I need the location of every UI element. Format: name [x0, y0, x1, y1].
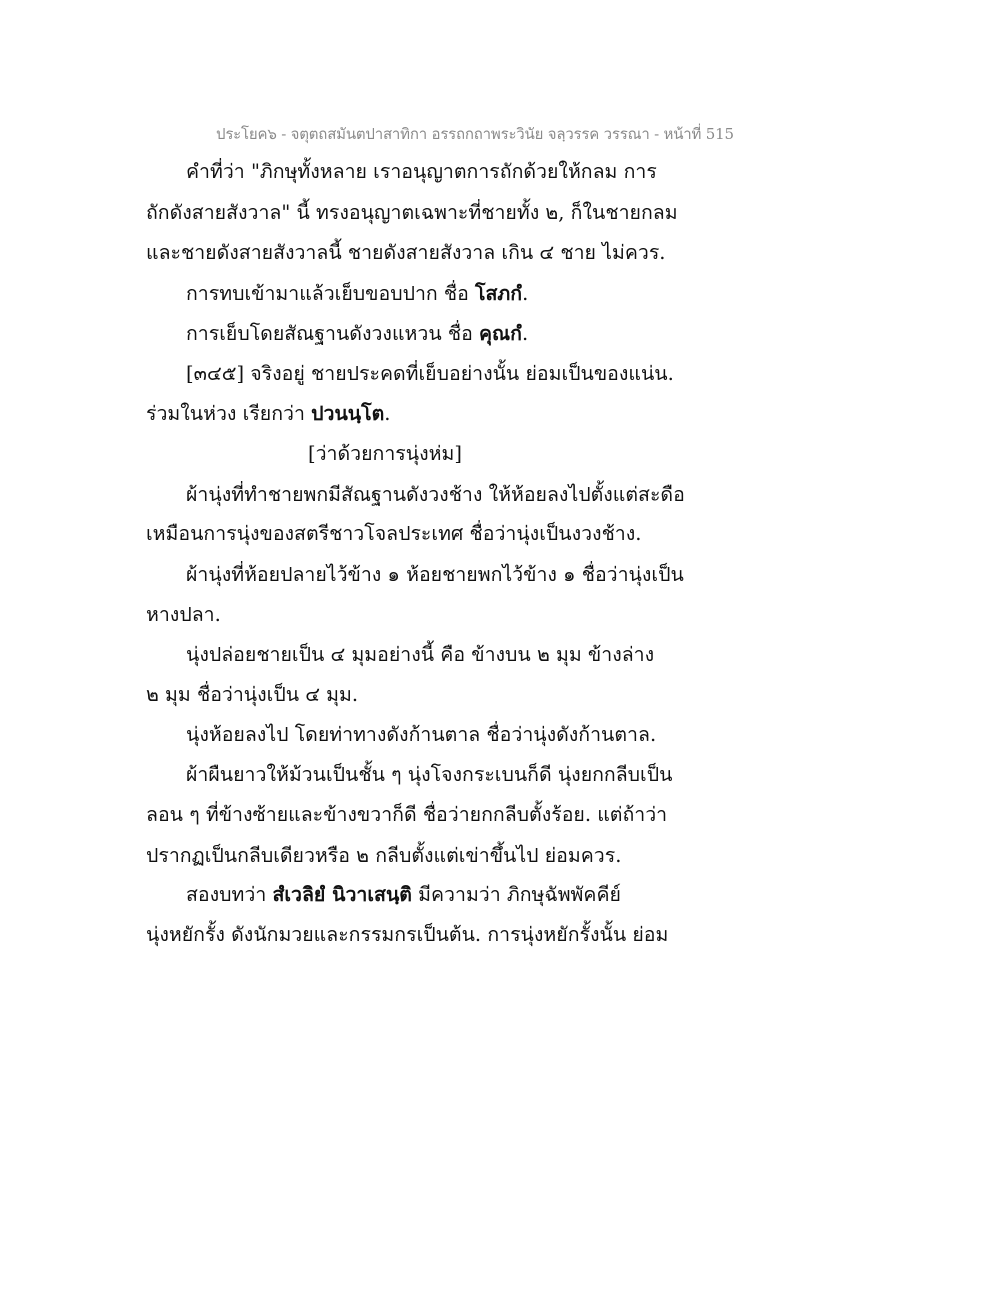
term-samveliyam-nivasenti: สํเวลิยํ นิวาเสนฺติ — [272, 883, 412, 906]
body-line-4-text: การทบเข้ามาแล้วเย็บขอบปาก ชื่อ — [186, 282, 476, 305]
body-line-4 — [186, 284, 528, 304]
body-line-19: นุ่งหยักรั้ง ดังนักมวยและกรรมกรเป็นต้น. การนุ่งหยักรั้งนั้น ย่อม — [146, 923, 669, 946]
body-line-10: ผ้านุ่งที่ห้อยปลายไว้ข้าง ๑ ห้อยชายพกไว้ข้าง ๑ ชื่อว่านุ่งเป็น — [186, 563, 684, 586]
body-line-7-end: . — [384, 402, 391, 425]
body-line-2: ถักดังสายสังวาล" นี้ ทรงอนุญาตเฉพาะที่ชายทั้ง ๒, ก็ในชายกลม — [146, 201, 678, 224]
body-line-11: หางปลา. — [146, 603, 221, 626]
body-line-5 — [186, 324, 528, 344]
body-line-5-text: การเย็บโดยสัณฐานดังวงแหวน ชื่อ — [186, 322, 479, 345]
body-line-1: คำที่ว่า "ภิกษุทั้งหลาย เราอนุญาตการถักด้วยให้กลม การ — [186, 160, 657, 183]
body-line-4-end: . — [522, 282, 529, 305]
body-line-13: ๒ มุม ชื่อว่านุ่งเป็น ๔ มุม. — [146, 683, 359, 706]
body-line-6: [๓๔๕] จริงอยู่ ชายประคดที่เย็บอย่างนั้น ย่อมเป็นของแน่น. — [186, 362, 674, 385]
term-pavananto: ปวนนฺโต — [311, 402, 385, 425]
body-line-7 — [146, 404, 390, 424]
body-line-18-text: สองบทว่า — [186, 883, 273, 906]
term-gunaka: คุณกํ — [479, 322, 522, 345]
term-sobhaka: โสภกํ — [475, 282, 523, 305]
body-line-12: นุ่งปล่อยชายเป็น ๔ มุมอย่างนี้ คือ ข้างบน ๒ มุม ข้างล่าง — [186, 643, 655, 666]
body-line-3: และชายดังสายสังวาลนี้ ชายดังสายสังวาล เกิน ๔ ชาย ไม่ควร. — [146, 241, 666, 264]
body-line-15: ผ้าผืนยาวให้ม้วนเป็นชั้น ๆ นุ่งโจงกระเบนก็ดี นุ่งยกกลีบเป็น — [186, 763, 673, 786]
body-line-16: ลอน ๆ ที่ข้างซ้ายและข้างขวาก็ดี ชื่อว่ายกกลีบตั้งร้อย. แต่ถ้าว่า — [146, 803, 668, 826]
running-header: ประโยค๖ - จตุตถสมันตปาสาทิกา อรรถกถาพระวินัย จลฺวรรค วรรณา - หน้าที่ 515 — [216, 125, 734, 143]
body-line-5-end: . — [521, 322, 529, 345]
body-line-17: ปรากฏเป็นกลีบเดียวหรือ ๒ กลีบตั้งแต่เข่าขึ้นไป ย่อมควร. — [146, 844, 622, 867]
body-line-18-end: มีความว่า ภิกษุฉัพพัคคีย์ — [411, 883, 621, 906]
body-line-14: นุ่งห้อยลงไป โดยท่าทางดังก้านตาล ชื่อว่านุ่งดังก้านตาล. — [186, 723, 657, 746]
body-line-9: เหมือนการนุ่งของสตรีชาวโจลประเทศ ชื่อว่านุ่งเป็นงวงช้าง. — [146, 522, 642, 545]
body-line-18 — [186, 885, 621, 905]
body-line-7-text: ร่วมในห่วง เรียกว่า — [146, 402, 312, 425]
body-line-8: ผ้านุ่งที่ทำชายพกมีสัณฐานดังวงช้าง ให้ห้อยลงไปตั้งแต่สะดือ — [186, 483, 685, 506]
section-heading: [ว่าด้วยการนุ่งห่ม] — [308, 442, 462, 465]
